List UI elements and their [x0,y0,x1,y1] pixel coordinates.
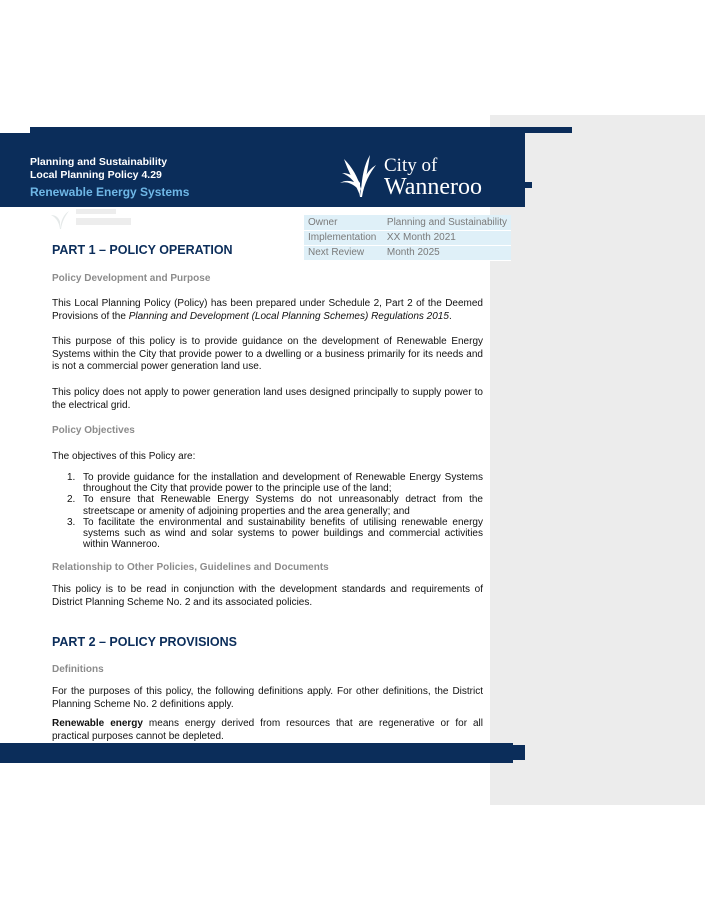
relationship-heading: Relationship to Other Policies, Guidelines and Documents [52,562,329,573]
header-department: Planning and Sustainability [30,156,168,168]
policy-meta-table [304,215,511,261]
paragraph-end: . [448,310,452,322]
meta-value: Month 2025 [383,245,511,260]
definitions-heading: Definitions [52,664,104,675]
footer-tab [506,745,525,760]
regulations-title: Planning and Development (Local Planning Schemes) Regulations 2015 [128,310,449,322]
list-item [52,494,483,516]
list-item-text: To provide guidance for the installation and development of Renewable Energy Systems throughout the City that provide power to the principle use of the land; [83,472,483,495]
list-item-number: 3. [67,516,76,528]
meta-row-next-review [304,245,511,260]
part2-heading: PART 2 – POLICY PROVISIONS [52,635,237,649]
footer-band [0,743,513,763]
header-policy-number: Local Planning Policy 4.29 [30,169,162,181]
logo-wanneroo: Wanneroo [384,174,483,200]
list-item-text: To ensure that Renewable Energy Systems do not unreasonably detract from the streetscape or amenity of adjoining properties and the area generally; and [83,494,483,517]
paragraph-relationship: This policy is to be read in conjunction with the development standards and requirements of District Planning Scheme No. 2 and its associated policies. [52,584,483,608]
header-tab [520,182,532,188]
meta-label: Next Review [304,245,383,260]
definition-renewable-energy [52,718,483,743]
paragraph-purpose: This purpose of this policy is to provide guidance on the development of Renewable Energy Systems within the City that provide power to a dwelling or a business primarily for its needs and is not a commercial power generation land use. [52,336,483,372]
wanneroo-emblem-icon [340,153,380,199]
meta-row-implementation [304,230,511,245]
meta-label: Implementation [304,230,383,245]
city-of-wanneroo-logo [340,153,500,201]
meta-row-owner [304,215,511,230]
part1-heading: PART 1 – POLICY OPERATION [52,243,233,257]
list-item-number: 1. [67,472,76,483]
objectives-list [52,472,483,550]
meta-value: XX Month 2021 [383,230,511,245]
faded-logo-icon [50,205,140,231]
list-item [52,472,483,494]
definition-text: means energy derived from resources that are regenerative or for all practical purposes cannot be depleted. [52,718,483,742]
paragraph-definitions-intro: For the purposes of this policy, the following definitions apply. For other definitions, the District Planning Scheme No. 2 definitions apply. [52,686,483,710]
list-item [52,517,483,551]
logo-city-of: City of [384,155,438,176]
list-item-number: 2. [67,494,76,506]
list-item-text: To facilitate the environmental and sustainability benefits of utilising renewable energy systems such as wind and solar systems to power buildings and commercial activities within Wanneroo. [83,516,483,551]
meta-value: Planning and Sustainability [383,215,511,230]
paragraph-prepared-under [52,298,483,323]
objectives-intro: The objectives of this Policy are: [52,451,196,462]
policy-objectives-heading: Policy Objectives [52,425,135,436]
meta-label: Owner [304,215,383,230]
paragraph-scope: This policy does not apply to power generation land uses designed principally to supply power to the electrical grid. [52,387,483,411]
header-policy-title: Renewable Energy Systems [30,185,190,199]
side-panel-background [490,115,705,805]
policy-development-heading: Policy Development and Purpose [52,273,211,284]
definition-term: Renewable energy [52,718,143,729]
paragraph-text: This Local Planning Policy (Policy) has been prepared under Schedule 2, Part 2 of the Deemed Provisions of the [52,298,483,322]
